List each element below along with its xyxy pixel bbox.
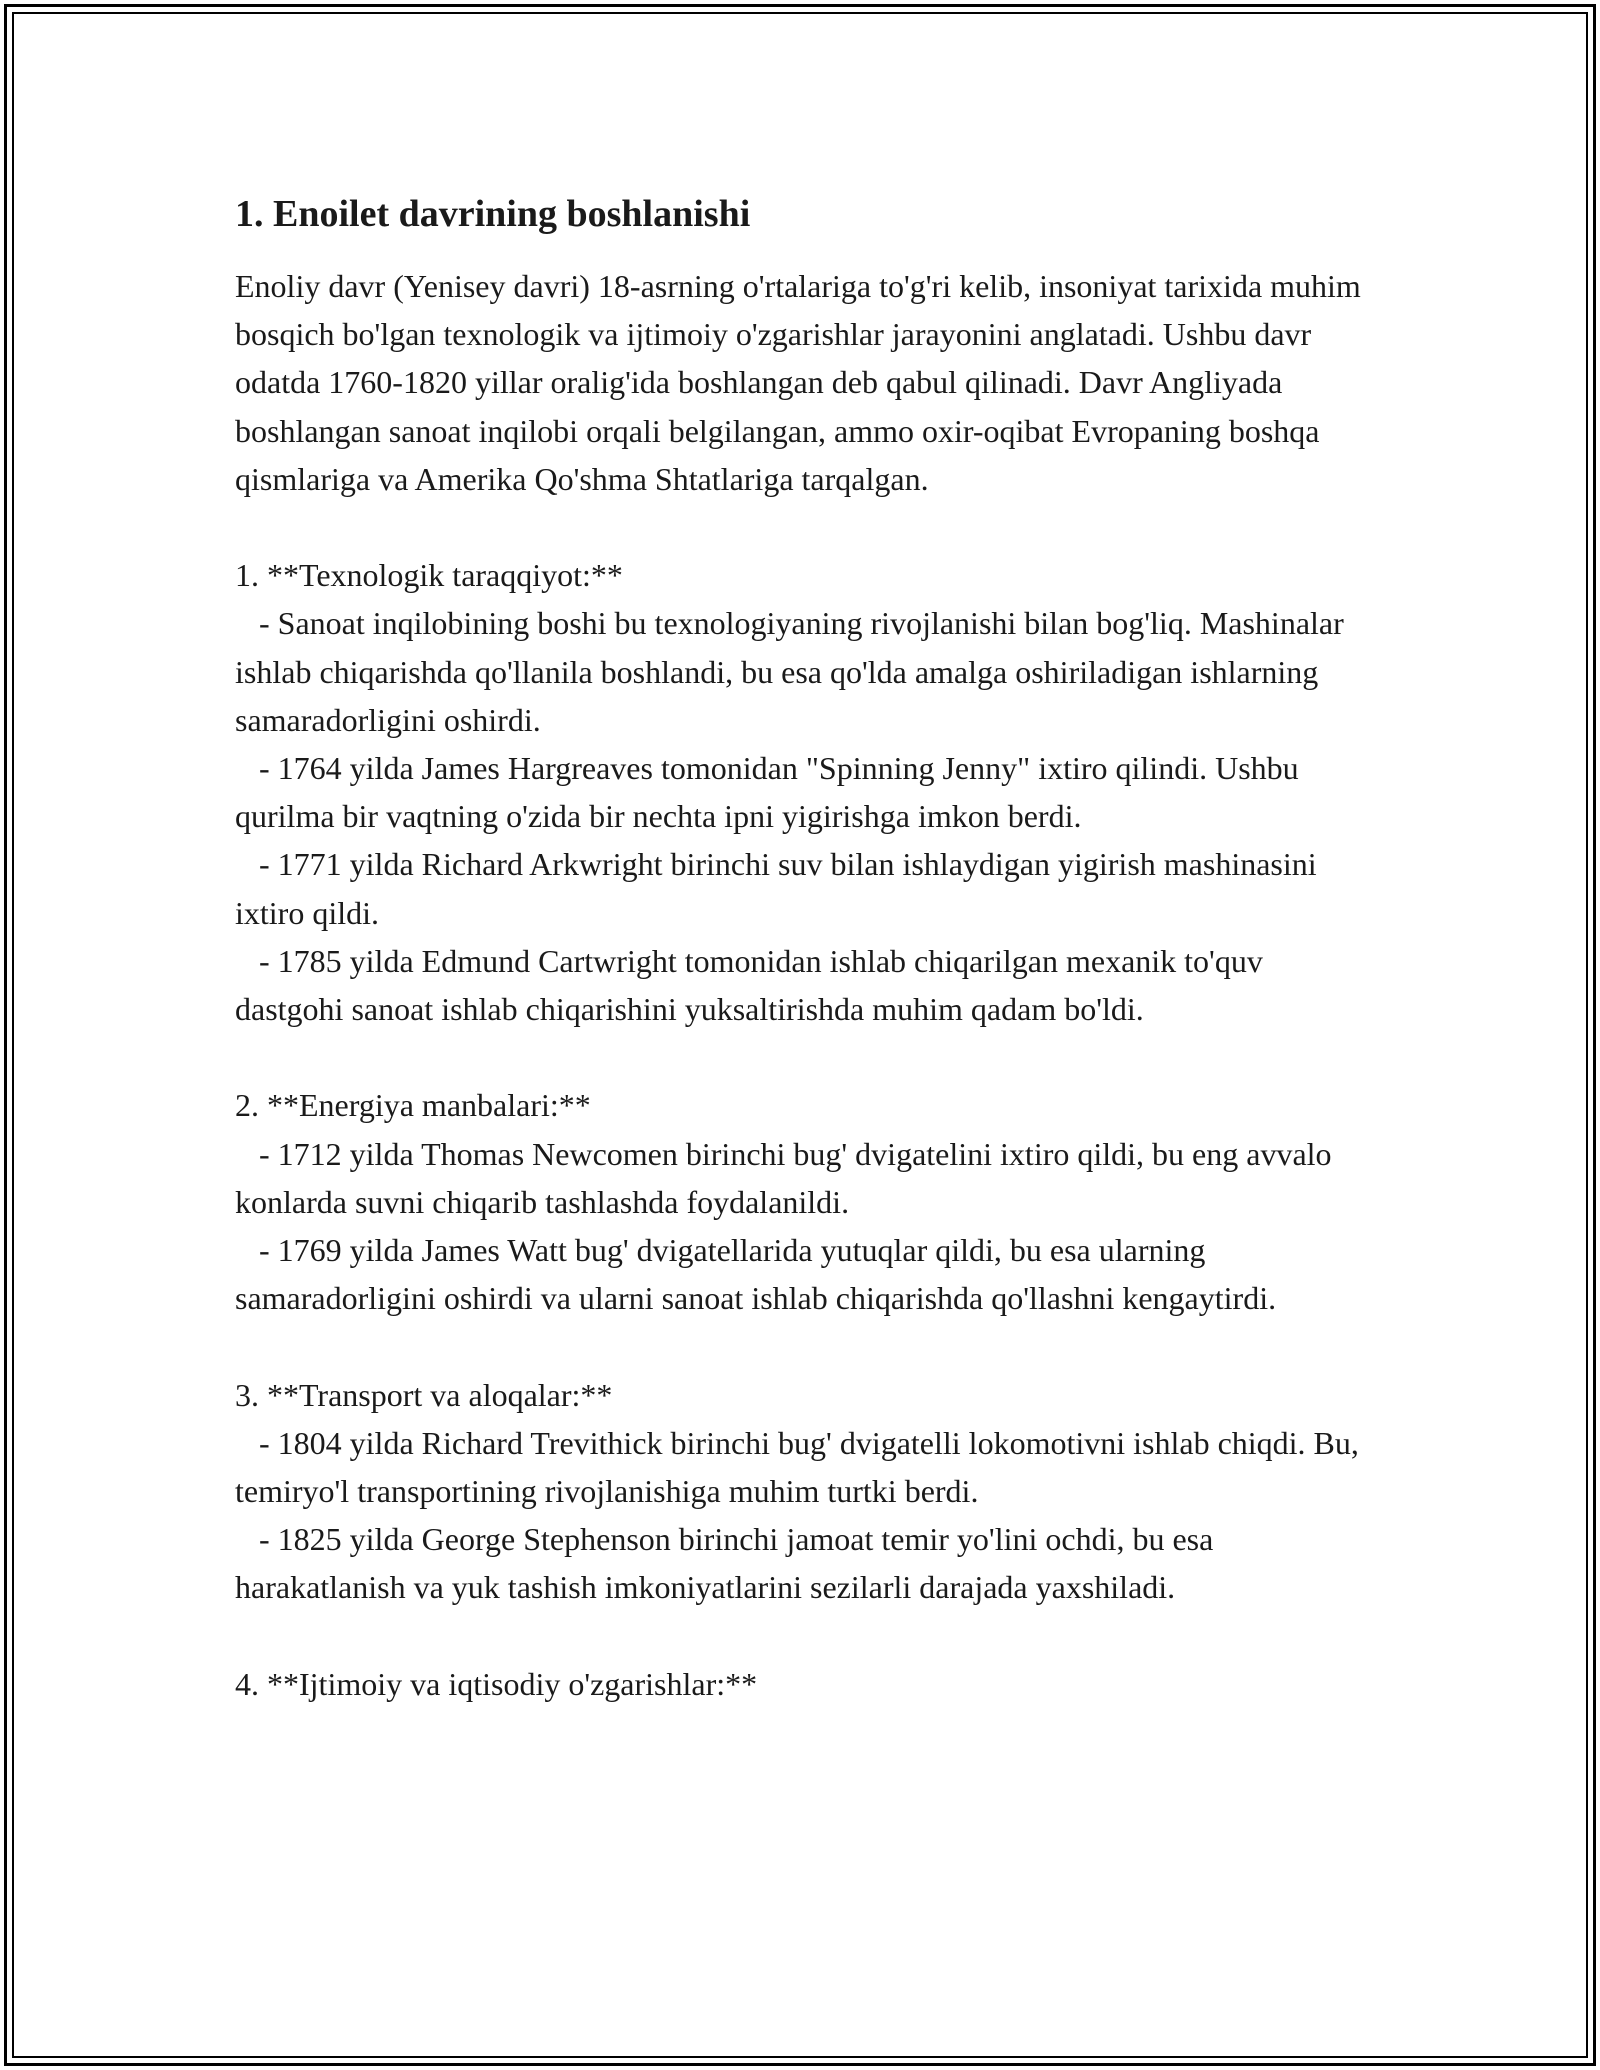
section-heading: 2. **Energiya manbalari:** <box>235 1087 591 1124</box>
section-technology <box>235 551 1365 1033</box>
section-social-economic <box>235 1660 1365 1708</box>
list-item: - 1769 yilda James Watt bug' dvigatellarida yutuqlar qildi, bu esa ularning samaradorligini oshirdi va ularni sanoat ishlab chiqarishda qo'llashni kengaytirdi. <box>235 1232 1277 1317</box>
spacer <box>235 1033 1365 1081</box>
section-heading: 3. **Transport va aloqalar:** <box>235 1376 613 1413</box>
spacer <box>235 1322 1365 1370</box>
list-item: - 1771 yilda Richard Arkwright birinchi suv bilan ishlaydigan yigirish mashinasini ixtiro qildi. <box>235 846 1325 931</box>
section-transport <box>235 1371 1365 1612</box>
list-item: - 1785 yilda Edmund Cartwright tomonidan ishlab chiqarilgan mexanik to'quv dastgohi sanoat ishlab chiqarishini yuksaltirishda muhim qadam bo'ldi. <box>235 942 1271 1028</box>
intro-paragraph: Enoliy davr (Yenisey davri) 18-asrning o'rtalariga to'g'ri kelib, insoniyat tarixida muhim bosqich bo'lgan texnologik va ijtimoiy o'zgarishlar jarayonini anglatadi. Ushbu davr odatda 1760-1820 yillar oralig'ida boshlangan deb qabul qilinadi. Davr Angliyada boshlangan sanoat inqilobi orqali belgilangan, ammo oxir-oqibat Evropaning boshqa qismlariga va Amerika Qo'shma Shtatlariga tarqalgan. <box>235 268 1369 497</box>
list-item: - 1712 yilda Thomas Newcomen birinchi bug' dvigatelini ixtiro qildi, bu eng avvalo konlarda suvni chiqarib tashlashda foydalanildi. <box>235 1135 1340 1220</box>
section-energy <box>235 1081 1365 1322</box>
section-heading: 4. **Ijtimoiy va iqtisodiy o'zgarishlar:** <box>235 1665 758 1702</box>
document-title: 1. Enoilet davrining boshlanishi <box>235 193 751 235</box>
list-item: - Sanoat inqilobining boshi bu texnologiyaning rivojlanishi bilan bog'liq. Mashinalar ishlab chiqarishda qo'llanila boshlandi, bu esa qo'lda amalga oshiriladigan ishlarning samaradorligini oshirdi. <box>235 605 1352 738</box>
section-heading: 1. **Texnologik taraqqiyot:** <box>235 557 623 594</box>
document-body <box>235 188 1369 1708</box>
list-item: - 1804 yilda Richard Trevithick birinchi bug' dvigatelli lokomotivni ishlab chiqdi. Bu, temiryo'l transportining rivojlanishiga muhim turtki berdi. <box>235 1424 1367 1510</box>
spacer <box>235 1612 1365 1660</box>
spacer <box>235 503 1365 551</box>
list-item: - 1825 yilda George Stephenson birinchi jamoat temir yo'lini ochdi, bu esa harakatlanish va yuk tashish imkoniyatlarini sezilarli darajada yaxshiladi. <box>235 1521 1222 1606</box>
list-item: - 1764 yilda James Hargreaves tomonidan "Spinning Jenny" ixtiro qilindi. Ushbu qurilma bir vaqtning o'zida bir nechta ipni yigirishga imkon berdi. <box>235 750 1307 835</box>
